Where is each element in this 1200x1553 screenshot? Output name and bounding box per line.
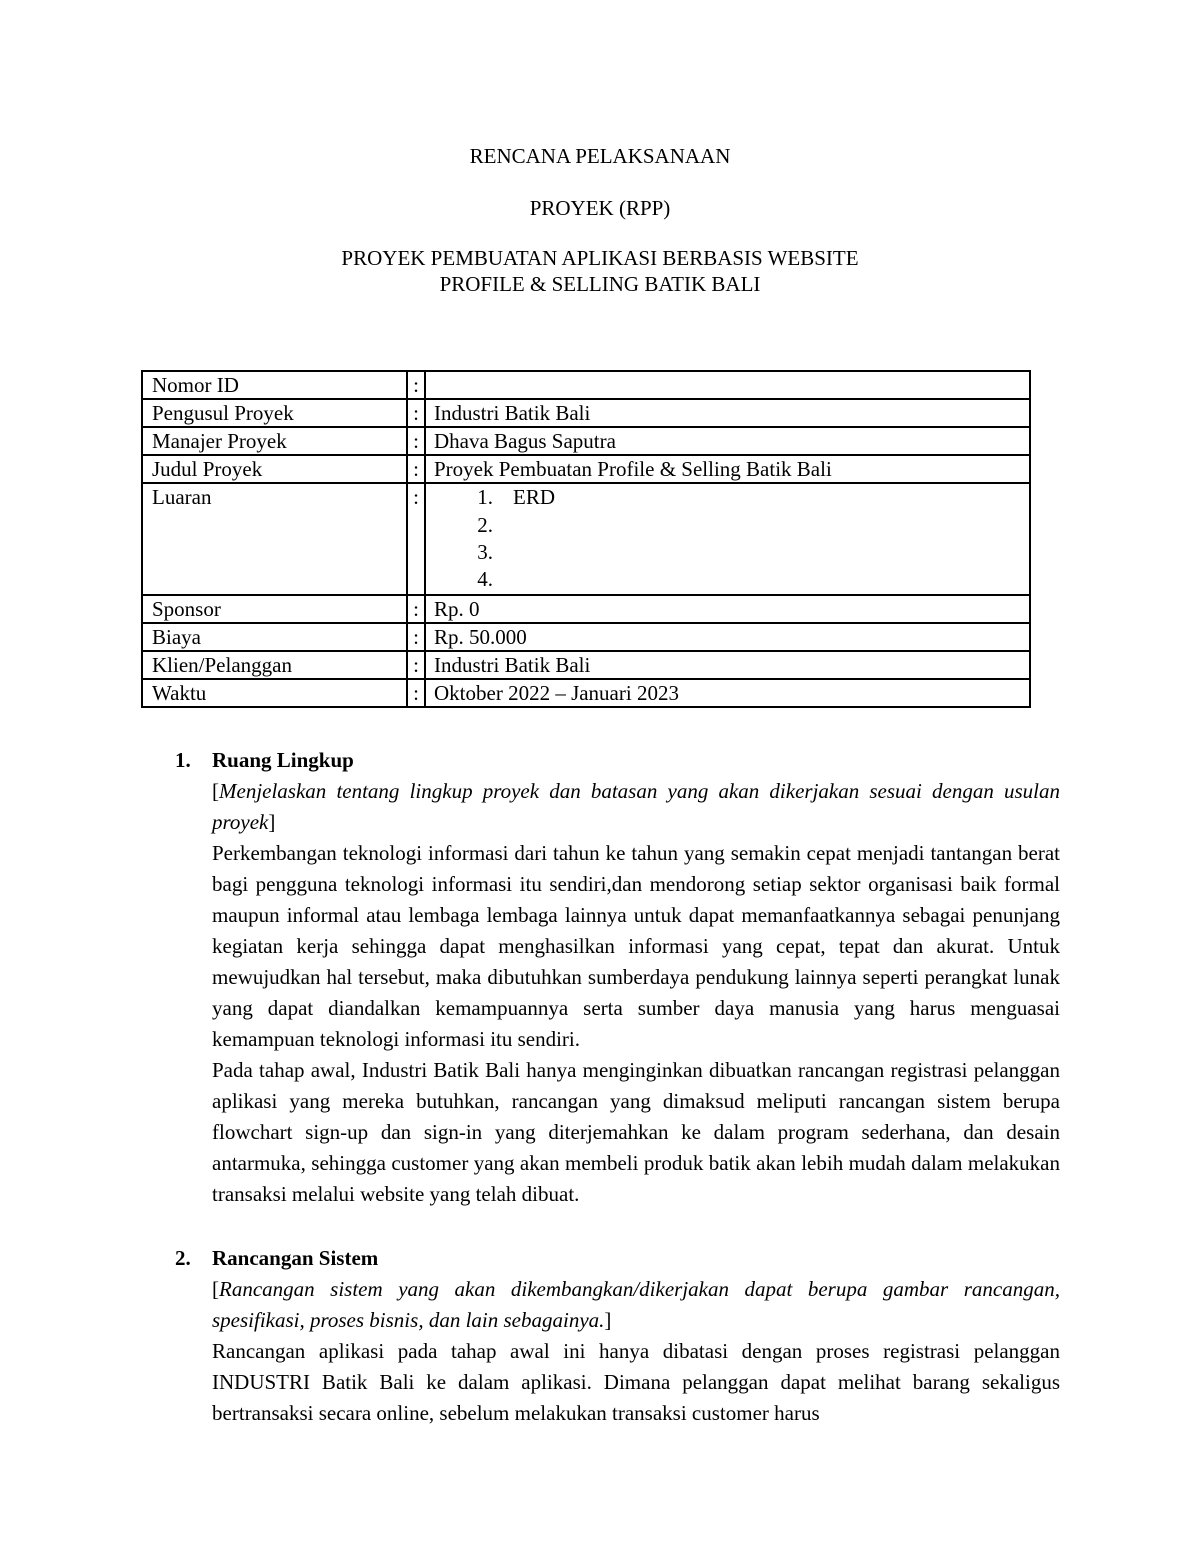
document-title-line-2: PROYEK (RPP) xyxy=(529,196,671,220)
table-row xyxy=(142,679,1030,707)
row-label: Sponsor xyxy=(142,595,407,623)
row-label: Waktu xyxy=(142,679,407,707)
output-number: 4. xyxy=(477,567,493,591)
output-number: 2. xyxy=(477,513,493,537)
row-value: Rp. 50.000 xyxy=(425,623,1030,651)
row-value: Industri Batik Bali xyxy=(425,399,1030,427)
document-title-line-1: RENCANA PELAKSANAAN xyxy=(469,144,731,168)
row-value xyxy=(425,371,1030,399)
note-text: Menjelaskan tentang lingkup proyek dan batasan yang akan dikerjakan sesuai dengan usulan proyek xyxy=(212,779,1060,834)
outputs-cell xyxy=(425,483,1030,595)
row-colon: : xyxy=(407,371,425,399)
paragraph: Rancangan aplikasi pada tahap awal ini hanya dibatasi dengan proses registrasi pelanggan INDUSTRI Batik Bali ke dalam aplikasi. Dimana pelanggan dapat melihat barang sekaligus bertransaksi secara online, sebelum melakukan transaksi customer harus xyxy=(212,1339,1060,1425)
paragraph: Pada tahap awal, Industri Batik Bali hanya menginginkan dibuatkan rancangan registrasi pelanggan aplikasi yang mereka butuhkan, rancangan yang dimaksud meliputi rancangan sistem berupa flowchart sign-up dan sign-in yang diterjemahkan ke dalam program sederhana, dan desain antarmuka, sehingga customer yang akan membeli produk batik akan lebih mudah dalam melakukan transaksi melalui website yang telah dibuat. xyxy=(212,1058,1060,1206)
table-row xyxy=(142,623,1030,651)
table-row xyxy=(142,483,1030,595)
row-colon: : xyxy=(407,623,425,651)
outputs-list xyxy=(434,485,1029,593)
output-number: 1. xyxy=(477,485,493,509)
table-row xyxy=(142,427,1030,455)
note-open-bracket: [ xyxy=(212,1277,219,1301)
row-label: Luaran xyxy=(142,483,407,595)
list-item xyxy=(434,566,1029,593)
row-value: Rp. 0 xyxy=(425,595,1030,623)
section-title: Rancangan Sistem xyxy=(212,1246,379,1270)
note-close-bracket: ] xyxy=(604,1308,612,1332)
section-body xyxy=(212,1274,1060,1429)
section-number: 2. xyxy=(175,1246,191,1270)
output-text: ERD xyxy=(513,485,555,509)
table-row xyxy=(142,455,1030,483)
table-row xyxy=(142,371,1030,399)
table-row xyxy=(142,651,1030,679)
section-note xyxy=(212,1274,1060,1336)
row-value: Oktober 2022 – Januari 2023 xyxy=(425,679,1030,707)
row-value: Proyek Pembuatan Profile & Selling Batik Bali xyxy=(425,455,1030,483)
row-colon: : xyxy=(407,399,425,427)
section-title: Ruang Lingkup xyxy=(212,748,354,772)
row-colon: : xyxy=(407,455,425,483)
row-colon: : xyxy=(407,595,425,623)
output-text xyxy=(493,539,513,566)
row-label: Nomor ID xyxy=(142,371,407,399)
paragraph: Perkembangan teknologi informasi dari tahun ke tahun yang semakin cepat menjadi tantangan berat bagi pengguna teknologi informasi itu sendiri,dan mendorong setiap sektor organisasi baik formal maupun informal atau lembaga lembaga lainnya untuk dapat memanfaatkannya sebagai penunjang kegiatan kerja sehingga dapat menghasilkan informasi yang cepat, tepat dan akurat. Untuk mewujudkan hal tersebut, maka dibutuhkan sumberdaya pendukung lainnya seperti perangkat lunak yang dapat diandalkan kemampuannya serta sumber daya manusia yang harus menguasai kemampuan teknologi informasi itu sendiri. xyxy=(212,841,1060,1051)
row-label: Manajer Proyek xyxy=(142,427,407,455)
list-item xyxy=(434,539,1029,566)
project-info-table xyxy=(141,370,1031,708)
section-note xyxy=(212,776,1060,838)
project-title-line-2: PROFILE & SELLING BATIK BALI xyxy=(439,272,761,296)
row-label: Judul Proyek xyxy=(142,455,407,483)
row-value: Dhava Bagus Saputra xyxy=(425,427,1030,455)
output-number: 3. xyxy=(477,540,493,564)
list-item xyxy=(434,512,1029,539)
row-colon: : xyxy=(407,679,425,707)
row-label: Klien/Pelanggan xyxy=(142,651,407,679)
row-colon: : xyxy=(407,427,425,455)
table-row xyxy=(142,595,1030,623)
section-number: 1. xyxy=(175,748,191,772)
row-value: Industri Batik Bali xyxy=(425,651,1030,679)
row-colon: : xyxy=(407,483,425,595)
section-body xyxy=(212,776,1060,1210)
output-text xyxy=(493,566,513,593)
section-heading xyxy=(175,1243,378,1274)
note-close-bracket: ] xyxy=(268,810,276,834)
note-open-bracket: [ xyxy=(212,779,219,803)
section-heading xyxy=(175,745,354,776)
note-text: Rancangan sistem yang akan dikembangkan/dikerjakan dapat berupa gambar rancangan, spesifikasi, proses bisnis, dan lain sebagainya. xyxy=(212,1277,1060,1332)
list-item xyxy=(434,485,1029,512)
project-title-line-1: PROYEK PEMBUATAN APLIKASI BERBASIS WEBSITE xyxy=(341,246,859,270)
row-label: Pengusul Proyek xyxy=(142,399,407,427)
row-colon: : xyxy=(407,651,425,679)
output-text xyxy=(493,512,513,539)
row-label: Biaya xyxy=(142,623,407,651)
table-row xyxy=(142,399,1030,427)
